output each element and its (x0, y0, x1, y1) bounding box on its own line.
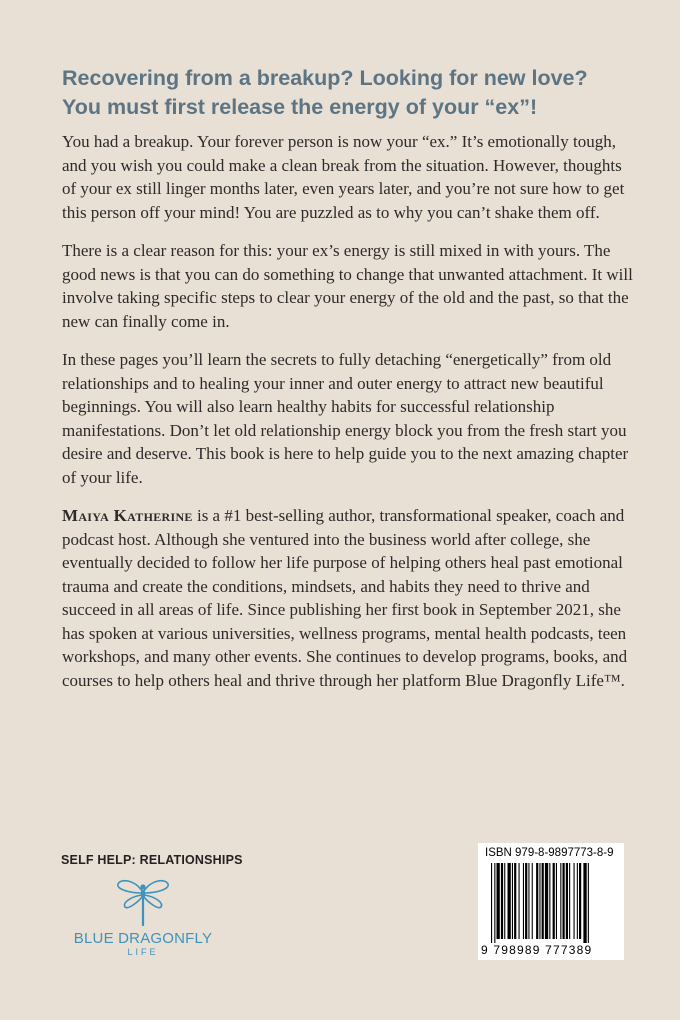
barcode-bar (523, 863, 524, 939)
dragonfly-icon (113, 876, 173, 928)
blurb (62, 130, 637, 707)
barcode-bar (553, 863, 555, 939)
barcode-bar (545, 863, 548, 939)
headline (62, 64, 642, 122)
publisher-logo (58, 876, 228, 957)
headline-line-1: Recovering from a breakup? Looking for new love? (62, 66, 588, 90)
barcode-bar (508, 863, 511, 939)
barcode-bar (525, 863, 527, 939)
barcode-bar (574, 863, 575, 939)
blurb-paragraph: There is a clear reason for this: your ex’s energy is still mixed in with yours. The good news is that you can do something to change that unwanted attachment. It will involve taking specific steps to clear your energy of the old and the past, so that the new can finally come in. (62, 241, 633, 331)
isbn-label: ISBN 979-8-9897773-8-9 (485, 847, 614, 859)
author-bio (62, 504, 637, 692)
barcode-bar (519, 863, 520, 939)
author-bio-text: is a #1 best-selling author, transformational speaker, coach and podcast host. Although she ventured into the business world after college, she eventually decided to follow her life purpose of helping others heal past emotional trauma and create the conditions, mindsets, and habits they need to thrive and succeed in all areas of life. Since publishing her first book in September 2021, she has spoken at various universities, wellness programs, mental health podcasts, teen workshops, and many other events. She continues to develop programs, books, and courses to help others heal and thrive through her platform Blue Dragonfly Life™. (62, 506, 628, 690)
barcode-bar (514, 863, 516, 939)
publisher-name: BLUE DRAGONFLY (73, 930, 213, 947)
barcode (478, 843, 624, 960)
barcode-bar (494, 863, 495, 943)
blurb-paragraph: You had a breakup. Your forever person is now your “ex.” It’s emotionally tough, and you wish you could make a clean break from the situation. However, thoughts of your ex still linger months later, even years later, and you’re not sure how to get this person off your mind! You are puzzled as to why you can’t shake them off. (62, 132, 625, 222)
headline-line-2: You must first release the energy of your “ex”! (62, 95, 538, 119)
barcode-bar (528, 863, 529, 939)
barcode-bar (497, 863, 500, 939)
barcode-digits: 9 798989 777389 (481, 943, 593, 957)
barcode-bar (549, 863, 550, 939)
barcode-bar (532, 863, 533, 939)
barcode-bar (542, 863, 544, 939)
category-label: SELF HELP: RELATIONSHIPS (61, 853, 243, 867)
barcode-bar (556, 863, 557, 939)
barcode-bar (512, 863, 513, 939)
barcode-bar (563, 863, 565, 939)
barcode-bar (536, 863, 538, 939)
barcode-bar (583, 863, 586, 943)
barcode-bar (560, 863, 561, 939)
barcode-bar (569, 863, 570, 939)
barcode-bar (579, 863, 581, 939)
barcode-bar (539, 863, 540, 939)
barcode-bar (566, 863, 568, 939)
barcode-bar (501, 863, 503, 939)
barcode-bar (491, 863, 492, 943)
barcode-bar (588, 863, 589, 943)
barcode-bar (504, 863, 505, 939)
publisher-subtitle: LIFE (127, 947, 159, 957)
barcode-bar (577, 863, 578, 939)
blurb-paragraph: In these pages you’ll learn the secrets to fully detaching “energetically” from old relationships and to healing your inner and outer energy to attract new beautiful beginnings. You will also learn healthy habits for successful relationship manifestations. Don’t let old relationship energy block you from the fresh start you desire and deserve. This book is here to help guide you to the next amazing chapter of your life. (62, 350, 629, 487)
author-name: Maiya Katherine (62, 506, 193, 525)
